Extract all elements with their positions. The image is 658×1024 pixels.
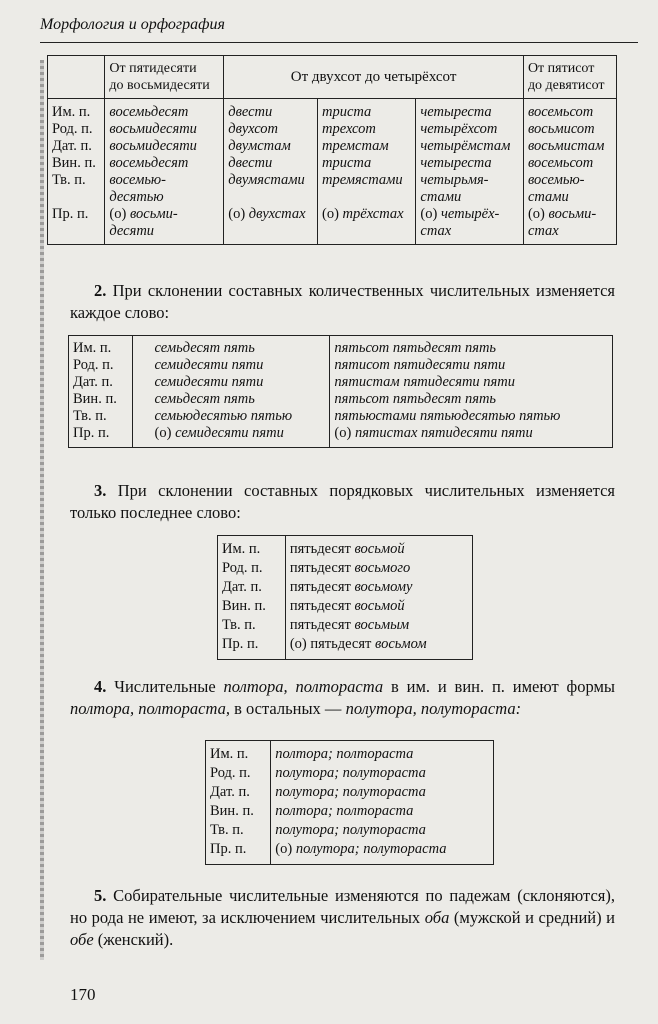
word-form: пятьсот пятьдесят пять	[334, 340, 497, 356]
table-row	[69, 357, 613, 374]
paragraph-5	[70, 885, 615, 951]
word-form: восемьдесят	[109, 155, 189, 171]
word-form: двухсот	[228, 121, 278, 137]
prefix-text: пятьдесят	[289, 579, 355, 595]
word-form: пятистам пятидесяти пяти	[334, 374, 516, 390]
word-form: семьюдесятью пятью	[154, 408, 293, 424]
prefix-text: пятьдесят	[289, 541, 355, 557]
text: Собирательные числительные изменяются по падежам (склоняются), но рода не имеют, за исключением числительных	[70, 886, 615, 927]
word-form: семьдесят пять	[154, 340, 255, 356]
word-form: триста	[321, 155, 372, 171]
table-row	[48, 206, 617, 245]
case-label: Им. п.	[218, 536, 286, 560]
form-cell	[224, 155, 318, 172]
case-label: Тв. п.	[48, 172, 105, 206]
form-cell	[105, 206, 224, 245]
italic-text: обе	[70, 930, 94, 949]
word-form: семьдесят пять	[154, 391, 255, 407]
word-form: полутора; полутораста	[295, 841, 447, 857]
prefix-text: (о)	[334, 425, 355, 441]
form-cell	[132, 425, 330, 448]
form-cell	[285, 597, 472, 616]
prefix-text: пятьдесят	[289, 598, 355, 614]
word-form: восемью- десятью	[109, 172, 166, 205]
table-row	[206, 821, 494, 840]
case-label: Пр. п.	[48, 206, 105, 245]
word-form: четырьмя- стами	[420, 172, 489, 205]
form-cell	[271, 741, 494, 765]
paragraph-4	[70, 676, 615, 720]
text: в остальных —	[229, 699, 346, 718]
form-cell	[317, 206, 415, 245]
prefix-text: пятьдесят	[289, 560, 355, 576]
word-form: двести	[228, 104, 273, 120]
case-label: Тв. п.	[206, 821, 271, 840]
table-row	[69, 408, 613, 425]
prefix-text: (о)	[275, 841, 296, 857]
case-label: Род. п.	[48, 121, 105, 138]
table-row	[206, 741, 494, 765]
word-form: восьмом	[374, 636, 427, 652]
word-form: четырёх- стах	[420, 206, 500, 239]
table-row	[206, 840, 494, 865]
word-form: двумстам	[228, 138, 291, 154]
form-cell	[523, 172, 616, 206]
form-cell	[523, 206, 616, 245]
word-form: восьмой	[354, 541, 405, 557]
form-cell	[224, 172, 318, 206]
form-cell	[105, 172, 224, 206]
paragraph-2	[70, 280, 615, 324]
word-form: четыреста	[420, 155, 492, 171]
word-form: восьмому	[354, 579, 413, 595]
form-cell	[285, 616, 472, 635]
word-form: полтора; полтораста	[275, 746, 414, 762]
word-form: восьми- десяти	[109, 206, 178, 239]
form-cell	[105, 138, 224, 155]
case-label: Вин. п.	[69, 391, 133, 408]
prefix-text: (о)	[420, 206, 441, 222]
header-col-50-80: От пятидесяти до восьмидесяти	[105, 56, 224, 99]
form-cell	[132, 374, 330, 391]
form-cell	[416, 121, 524, 138]
prefix-text: (о)	[154, 425, 176, 441]
word-form: восемьдесят	[109, 104, 189, 120]
word-form: тремстам	[321, 138, 389, 154]
paragraph-3	[70, 480, 615, 524]
word-form: тремястами	[321, 172, 403, 188]
word-form: двухстах	[248, 206, 306, 222]
table-row	[218, 616, 473, 635]
form-cell	[224, 121, 318, 138]
form-cell	[285, 559, 472, 578]
word-form: восьмой	[354, 598, 405, 614]
word-form: четырёхсот	[420, 121, 498, 137]
table-row	[218, 635, 473, 660]
paragraph-text: При склонении составных количественных числительных изменяется каждое слово:	[70, 281, 615, 322]
case-label: Им. п.	[69, 336, 133, 358]
word-form: четыреста	[420, 104, 492, 120]
paragraph-number: 5.	[94, 886, 107, 905]
word-form: восьмым	[354, 617, 410, 633]
paragraph-number: 3.	[94, 481, 107, 500]
table-row	[48, 138, 617, 155]
form-cell	[285, 578, 472, 597]
form-cell	[330, 357, 613, 374]
word-form: пятьюстами пятьюдесятью пятью	[334, 408, 561, 424]
form-cell	[105, 155, 224, 172]
paragraph-number: 4.	[94, 677, 107, 696]
word-form: трехсот	[321, 121, 376, 137]
table-row	[69, 391, 613, 408]
italic-text: полтора, полтораста	[223, 677, 384, 696]
word-form: полутора; полутораста	[275, 765, 426, 781]
header-col-500-900: От пятисот до девятисот	[523, 56, 616, 99]
declension-table-compound-ordinal	[217, 535, 473, 660]
case-label: Тв. п.	[218, 616, 286, 635]
case-label: Род. п.	[218, 559, 286, 578]
form-cell	[416, 206, 524, 245]
word-form: восемью- стами	[527, 172, 585, 205]
table-row	[69, 425, 613, 448]
case-label: Тв. п.	[69, 408, 133, 425]
table-row	[206, 764, 494, 783]
header-col-200-400: От двухсот до четырёхсот	[224, 56, 524, 99]
word-form: восьмисот	[527, 121, 595, 137]
form-cell	[271, 840, 494, 865]
word-form: пятисот пятидесяти пяти	[334, 357, 506, 373]
form-cell	[523, 121, 616, 138]
form-cell	[285, 635, 472, 660]
italic-text: полтора, полтораста,	[70, 699, 230, 718]
table-row	[48, 99, 617, 122]
table-row	[48, 155, 617, 172]
case-label: Дат. п.	[48, 138, 105, 155]
form-cell	[317, 172, 415, 206]
word-form: восьмидесяти	[109, 138, 197, 154]
word-form: семидесяти пяти	[175, 425, 284, 441]
table-row	[218, 597, 473, 616]
form-cell	[271, 783, 494, 802]
form-cell	[523, 99, 616, 122]
declension-table-compound-cardinal	[68, 335, 613, 448]
prefix-text: пятьдесят	[289, 617, 355, 633]
word-form: восемьсот	[527, 104, 594, 120]
table-row	[218, 536, 473, 560]
form-cell	[416, 172, 524, 206]
word-form: полтора; полтораста	[275, 803, 414, 819]
form-cell	[132, 391, 330, 408]
form-cell	[317, 138, 415, 155]
italic-text: оба	[424, 908, 450, 927]
form-cell	[416, 138, 524, 155]
word-form: двести	[228, 155, 273, 171]
form-cell	[271, 821, 494, 840]
word-form: восьмистам	[527, 138, 605, 154]
case-label: Вин. п.	[48, 155, 105, 172]
case-label: Пр. п.	[206, 840, 271, 865]
form-cell	[105, 99, 224, 122]
form-cell	[330, 425, 613, 448]
form-cell	[416, 99, 524, 122]
word-form: пятьсот пятьдесят пять	[334, 391, 497, 407]
table-row	[69, 336, 613, 358]
word-form: восьми- стах	[527, 206, 597, 239]
word-form: восемьсот	[527, 155, 594, 171]
form-cell	[224, 99, 318, 122]
word-form: двумястами	[228, 172, 305, 188]
prefix-text: (о) пятьдесят	[289, 636, 375, 652]
case-label: Им. п.	[48, 99, 105, 122]
form-cell	[224, 206, 318, 245]
case-label: Род. п.	[206, 764, 271, 783]
paragraph-number: 2.	[94, 281, 107, 300]
word-form: восьмидесяти	[109, 121, 197, 137]
table-row	[48, 172, 617, 206]
text: в им. и вин. п. имеют формы	[383, 677, 615, 696]
word-form: трёхстах	[342, 206, 404, 222]
word-form: четырёмстам	[420, 138, 511, 154]
word-form: триста	[321, 104, 372, 120]
word-form: семидесяти пяти	[154, 374, 264, 390]
form-cell	[523, 155, 616, 172]
text: (мужской и средний) и	[449, 908, 615, 927]
text: Числительные	[106, 677, 224, 696]
table-row	[69, 374, 613, 391]
prefix-text: (о)	[321, 206, 343, 222]
case-label: Род. п.	[69, 357, 133, 374]
form-cell	[285, 536, 472, 560]
declension-table-hundreds	[47, 55, 617, 245]
form-cell	[132, 357, 330, 374]
word-form: семидесяти пяти	[154, 357, 264, 373]
word-form: восьмого	[354, 560, 411, 576]
running-header: Морфология и орфография	[40, 16, 225, 33]
case-label: Пр. п.	[69, 425, 133, 448]
form-cell	[523, 138, 616, 155]
table-row	[48, 121, 617, 138]
case-label: Дат. п.	[69, 374, 133, 391]
case-label: Вин. п.	[206, 802, 271, 821]
header-empty	[48, 56, 105, 99]
form-cell	[330, 336, 613, 358]
page-number: 170	[70, 985, 96, 1004]
case-label: Им. п.	[206, 741, 271, 765]
case-label: Пр. п.	[218, 635, 286, 660]
word-form: пятистах пятидесяти пяти	[354, 425, 533, 441]
table-row	[206, 783, 494, 802]
form-cell	[330, 391, 613, 408]
text: (женский).	[93, 930, 174, 949]
paragraph-text: При склонении составных порядковых числительных изменяется только последнее слово:	[70, 481, 615, 522]
word-form: полутора; полутораста	[275, 784, 426, 800]
form-cell	[132, 408, 330, 425]
table-row	[218, 559, 473, 578]
prefix-text: (о)	[228, 206, 249, 222]
italic-text: полутора, полутораста:	[345, 699, 522, 718]
form-cell	[224, 138, 318, 155]
word-form: полутора; полутораста	[275, 822, 426, 838]
binding-edge	[40, 60, 44, 960]
case-label: Дат. п.	[218, 578, 286, 597]
header-rule	[40, 42, 638, 43]
form-cell	[105, 121, 224, 138]
form-cell	[132, 336, 330, 358]
prefix-text: (о)	[527, 206, 549, 222]
form-cell	[317, 99, 415, 122]
form-cell	[271, 764, 494, 783]
prefix-text: (о)	[109, 206, 130, 222]
form-cell	[330, 374, 613, 391]
case-label: Дат. п.	[206, 783, 271, 802]
form-cell	[317, 155, 415, 172]
table-row	[206, 802, 494, 821]
form-cell	[330, 408, 613, 425]
declension-table-poltora	[205, 740, 494, 865]
case-label: Вин. п.	[218, 597, 286, 616]
form-cell	[271, 802, 494, 821]
table-row	[218, 578, 473, 597]
form-cell	[317, 121, 415, 138]
form-cell	[416, 155, 524, 172]
